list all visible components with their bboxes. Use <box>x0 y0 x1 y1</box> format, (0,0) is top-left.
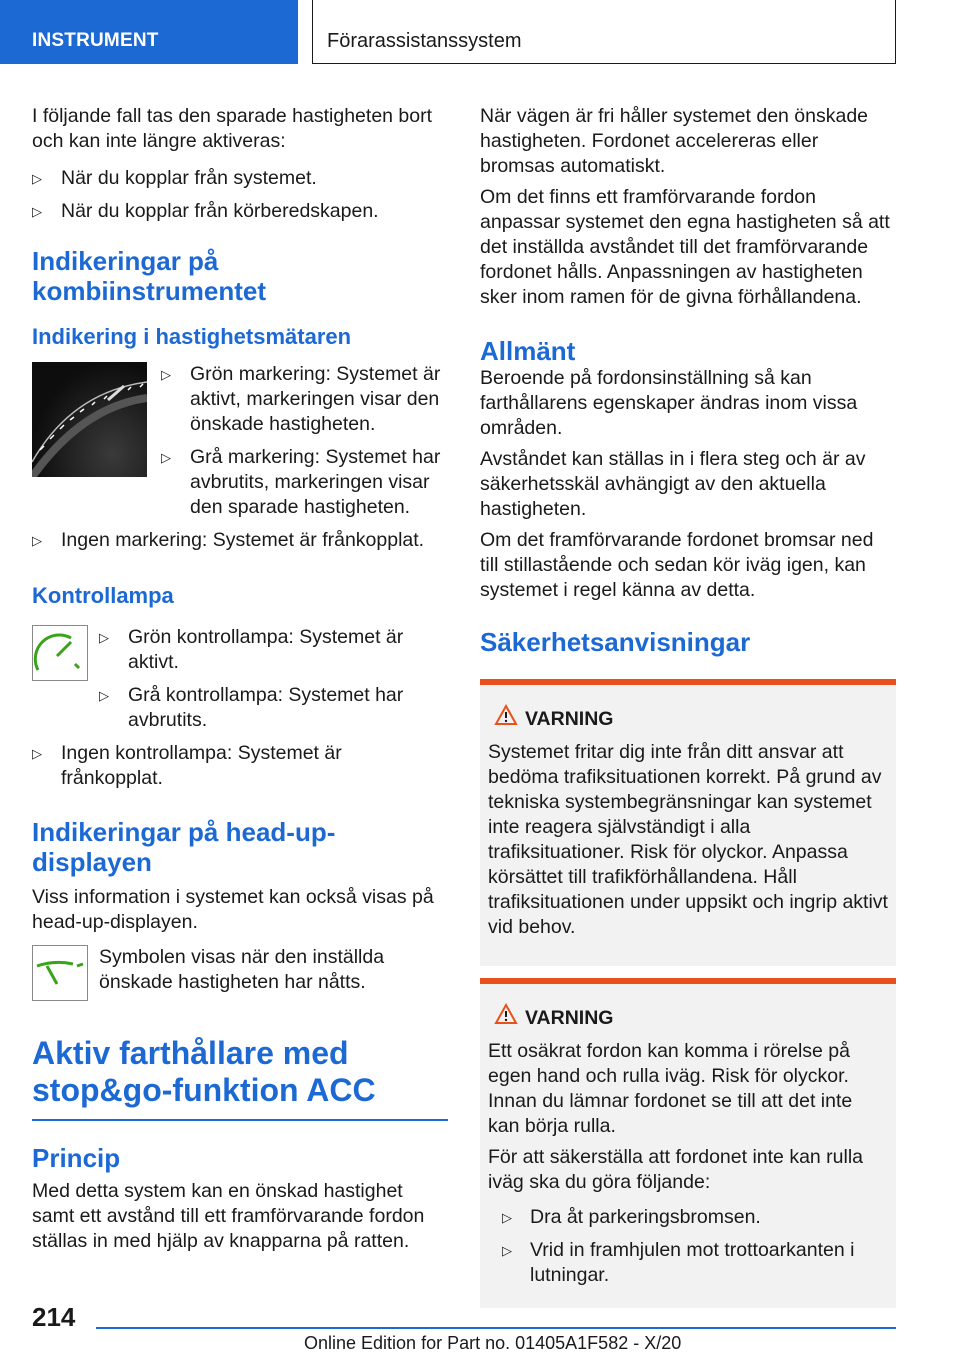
paragraph: Avståndet kan ställas in i flera steg och är av säkerhetsskäl avhängigt av den aktuella hastigheten. <box>480 448 866 520</box>
triangle-bullet-icon: ▷ <box>32 171 42 186</box>
heading-safety: Säkerhetsanvisningar <box>480 627 751 657</box>
page-number: 214 <box>32 1302 76 1332</box>
hud-text: Viss information i systemet kan också visas på head-up-displayen. <box>32 886 434 933</box>
heading-indications: Indikeringar på kombiinstrumentet <box>32 246 267 306</box>
warning-triangle-icon <box>494 1003 518 1025</box>
triangle-bullet-icon: ▷ <box>502 1210 512 1225</box>
chapter-title: Förarassistanssystem <box>312 0 896 64</box>
warning-text: För att säkerställa att fordonet inte kan rulla iväg ska du göra följande: <box>488 1146 864 1193</box>
hud-symbol-section <box>32 945 448 995</box>
footer-divider <box>96 1327 896 1329</box>
paragraph: När vägen är fri håller systemet den önskade hastigheten. Fordonet accelereras eller bromsas automatiskt. <box>480 105 869 177</box>
warning-text: Systemet fritar dig inte från ditt ansvar att bedöma trafiksituationen korrekt. På grund av tekniska systembegränsningar kan systemet inte reagera självständigt i alla trafiksituationer. Risk för olyckor. Anpassa körsättet till trafikförhållandena. Håll trafiksituationen under uppsikt och ingrip aktivt vid behov. <box>488 741 888 938</box>
paragraph: Om det finns ett framförvarande fordon anpassar systemet den egna hastigheten så att det inställda avståndet till det framförvarande fordonet hålls. Anpassningen av hastigheten sker inom ramen för de givna förhållandena. <box>480 186 890 308</box>
right-column <box>480 104 896 1308</box>
warning-triangle-icon <box>494 704 518 726</box>
heading-principle: Princip <box>32 1143 121 1173</box>
list-item: ▷ När du kopplar från körberedskapen. <box>32 200 379 222</box>
heading-speedometer: Indikering i hastighetsmätaren <box>32 324 352 349</box>
paragraph: Om det framförvarande fordonet bromsar ned till stillastående och sedan kör iväg igen, kan systemet i regel känna av detta. <box>480 529 874 601</box>
triangle-bullet-icon: ▷ <box>161 367 171 382</box>
heading-acc: Aktiv farthållare med stop&go-funktion ACC <box>32 1035 376 1108</box>
heading-head-up-display: Indikeringar på head-up-displayen <box>32 817 336 877</box>
triangle-bullet-icon: ▷ <box>161 450 171 465</box>
heading-indicator-lamp: Kontrollampa <box>32 583 174 608</box>
list-item: ▷ När du kopplar från systemet. <box>32 167 317 189</box>
hud-symbol-text: Symbolen visas när den inställda önskade hastigheten har nåtts. <box>99 946 385 993</box>
list-item: ▷ Grå markering: Systemet har avbrutits, markeringen visar den sparade hastigheten. <box>161 446 441 518</box>
speedometer-image <box>32 362 147 477</box>
triangle-bullet-icon: ▷ <box>32 746 42 761</box>
triangle-bullet-icon: ▷ <box>502 1243 512 1258</box>
acc-indicator-lamp-icon <box>32 625 88 681</box>
left-column <box>32 104 448 1260</box>
list-item: ▷ Ingen markering: Systemet är frånkopplat. <box>32 529 425 551</box>
warning-text: Ett osäkrat fordon kan komma i rörelse på egen hand och rulla iväg. Risk för olyckor. Innan du lämnar fordonet se till att det inte kan börja rulla. <box>488 1040 853 1137</box>
lamp-section <box>32 625 448 733</box>
hud-speed-reached-icon <box>32 945 88 1001</box>
triangle-bullet-icon: ▷ <box>99 630 109 645</box>
warning-heading: VARNING <box>488 707 888 732</box>
list-item: ▷ Grön markering: Systemet är aktivt, markeringen visar den önskade hastigheten. <box>161 363 441 435</box>
section-tab[interactable]: INSTRUMENT <box>0 0 298 64</box>
speedometer-section <box>32 362 448 520</box>
triangle-bullet-icon: ▷ <box>32 533 42 548</box>
warning-box <box>480 679 896 966</box>
heading-divider <box>32 1119 448 1121</box>
list-item: ▷ Ingen kontrollampa: Systemet är frånkopplat. <box>32 742 342 789</box>
triangle-bullet-icon: ▷ <box>99 688 109 703</box>
warning-box <box>480 978 896 1308</box>
list-item: ▷ Grå kontrollampa: Systemet har avbrutits. <box>99 684 404 731</box>
footer-edition-link[interactable]: Online Edition for Part no. 01405A1F582 - X/20 <box>304 1333 682 1353</box>
list-item: ▷ Dra åt parkeringsbromsen. <box>502 1206 761 1228</box>
warning-heading: VARNING <box>488 1006 888 1031</box>
triangle-bullet-icon: ▷ <box>32 204 42 219</box>
principle-text: Med detta system kan en önskad hastighet samt ett avstånd till ett framförvarande fordon ställas in med hjälp av knapparna på ratten. <box>32 1180 425 1252</box>
list-item: ▷ Grön kontrollampa: Systemet är aktivt. <box>99 626 404 673</box>
intro-text: I följande fall tas den sparade hastigheten bort och kan inte längre aktiveras: <box>32 105 433 152</box>
list-item: ▷ Vrid in framhjulen mot trottoarkanten i lutningar. <box>502 1239 855 1286</box>
heading-general: Allmänt <box>480 336 576 366</box>
paragraph: Beroende på fordonsinställning så kan farthållarens egenskaper ändras inom vissa områden. <box>480 367 858 439</box>
